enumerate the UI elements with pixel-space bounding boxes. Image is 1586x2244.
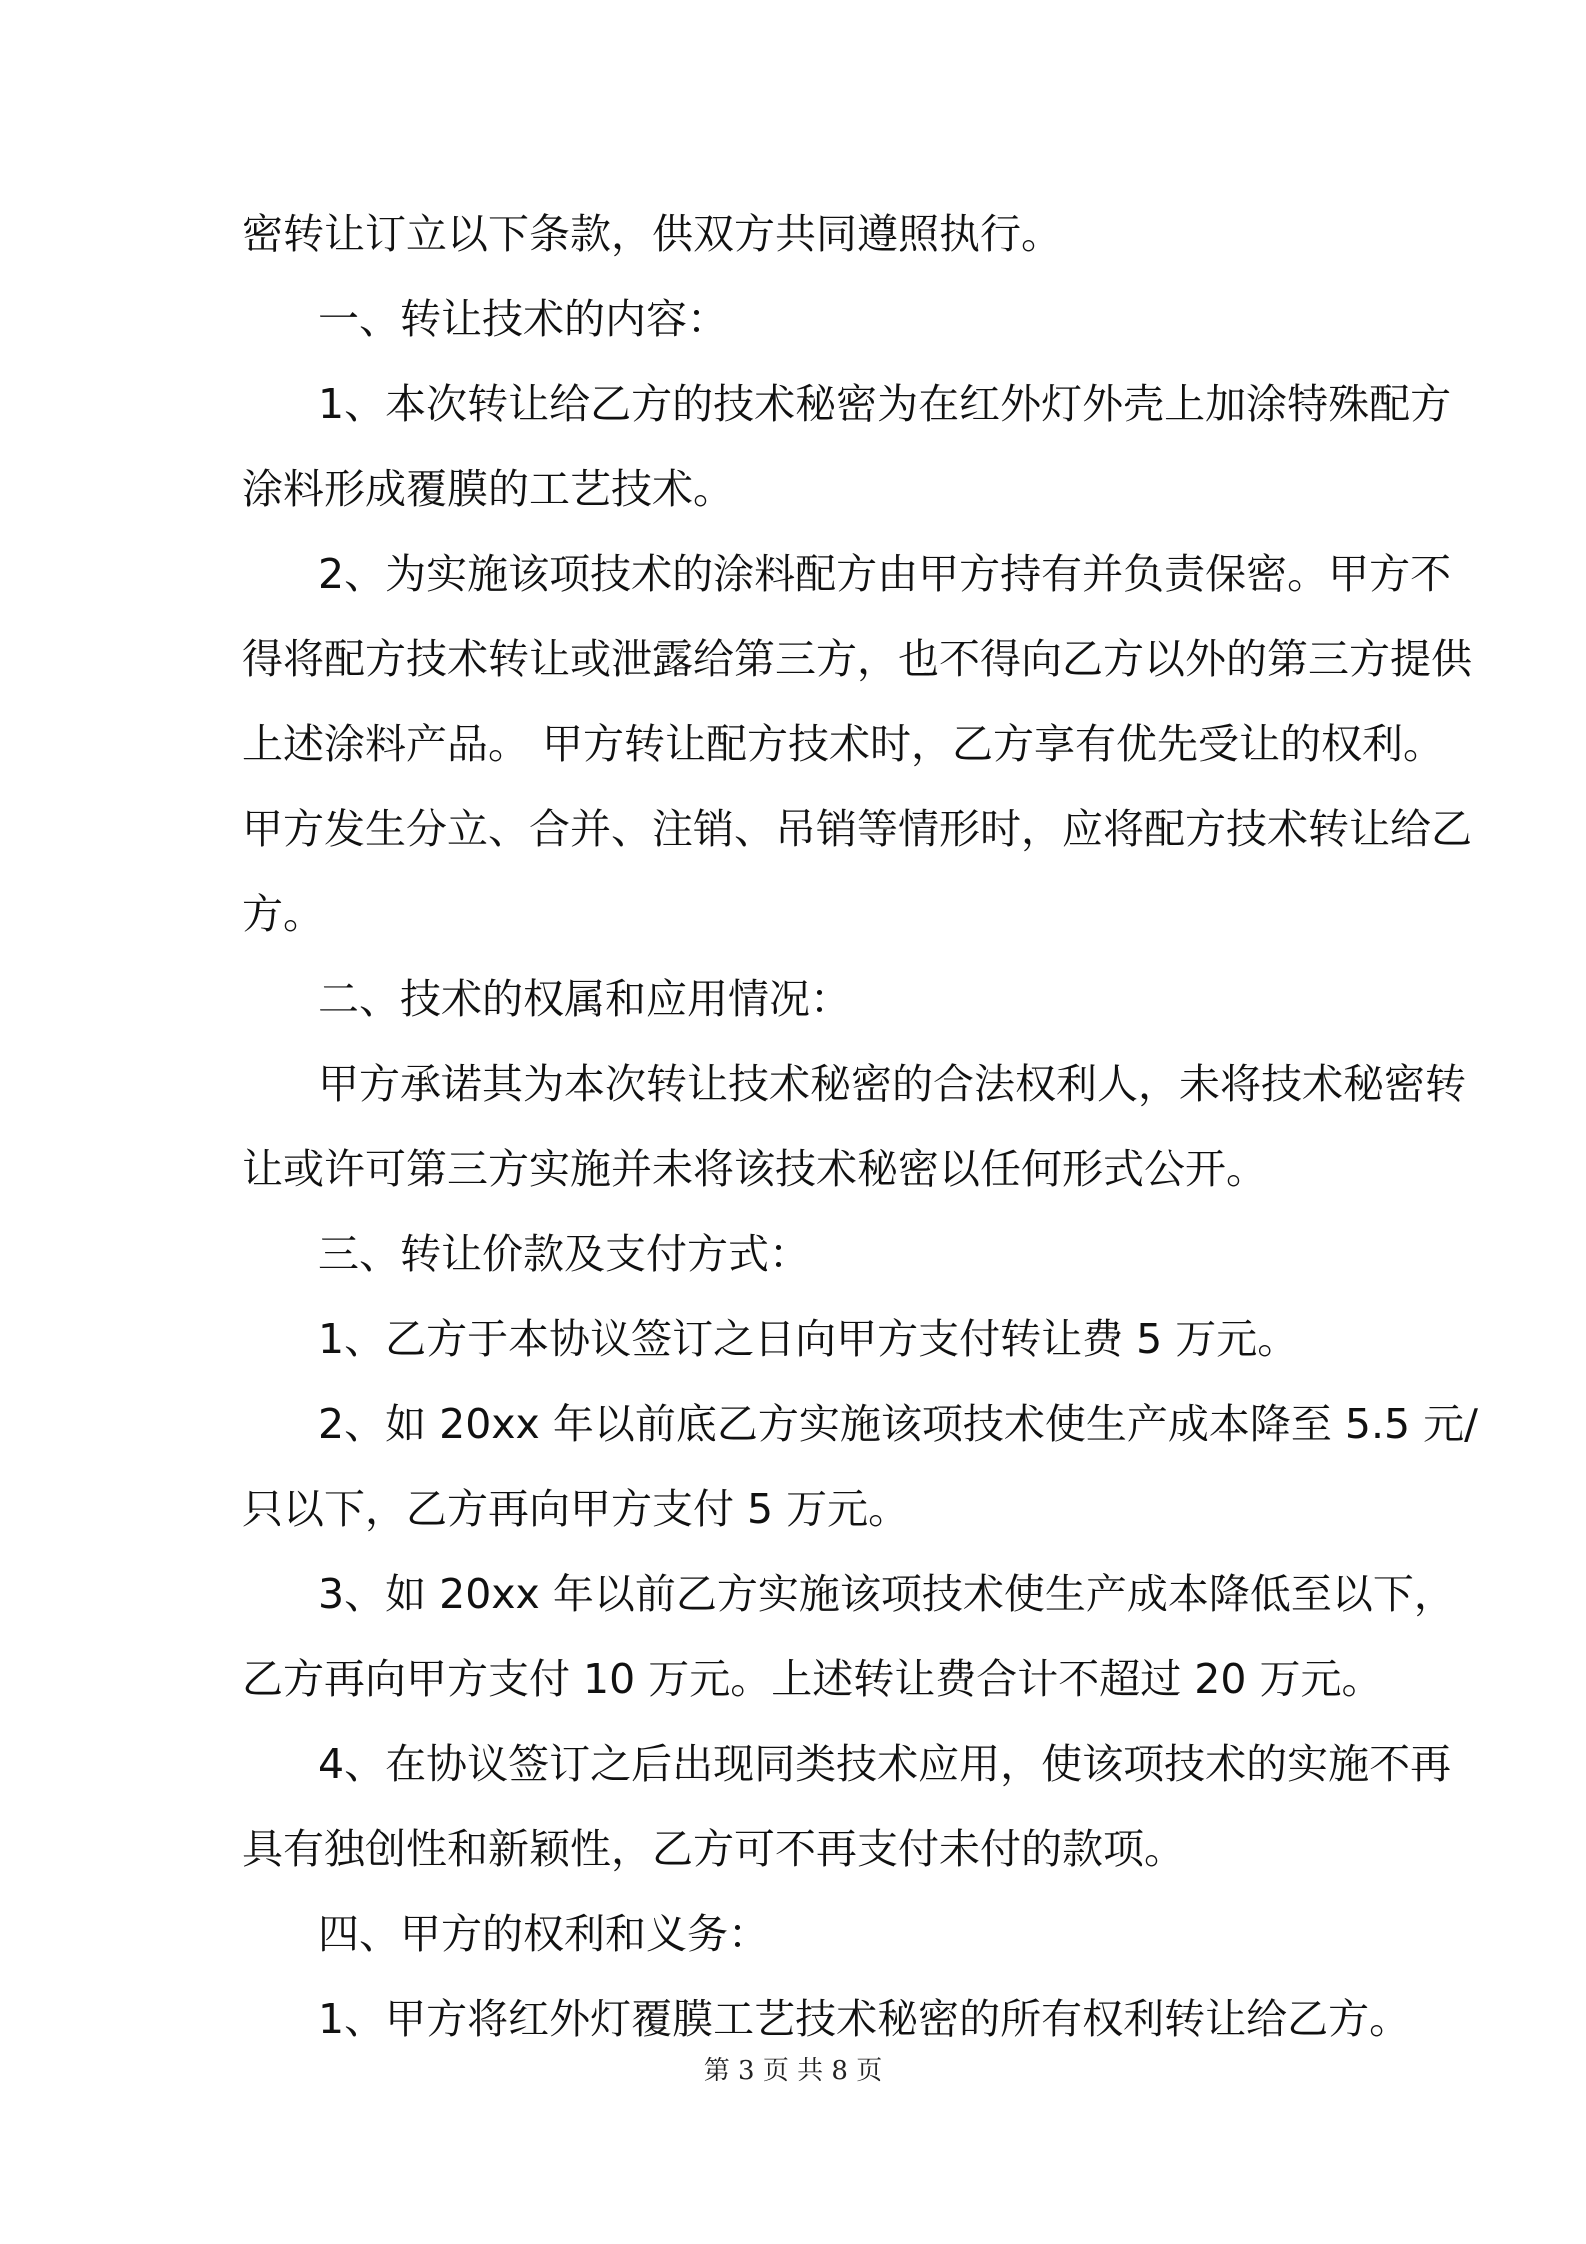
text-line: 得将配方技术转让或泄露给第三方，也不得向乙方以外的第三方提供 bbox=[242, 635, 1472, 683]
text-line: 一、转让技术的内容： bbox=[318, 295, 728, 343]
text-line: 涂料形成覆膜的工艺技术。 bbox=[242, 465, 734, 513]
text-line: 乙方再向甲方支付 10 万元。上述转让费合计不超过 20 万元。 bbox=[242, 1655, 1383, 1703]
text-line: 只以下，乙方再向甲方支付 5 万元。 bbox=[242, 1485, 910, 1533]
text-line: 4、在协议签订之后出现同类技术应用，使该项技术的实施不再 bbox=[318, 1740, 1452, 1788]
text-line: 1、乙方于本协议签订之日向甲方支付转让费 5 万元。 bbox=[318, 1315, 1299, 1363]
text-line: 四、甲方的权利和义务： bbox=[318, 1910, 769, 1958]
page-number-footer: 第 3 页 共 8 页 bbox=[703, 2056, 883, 2086]
text-line: 2、如 20xx 年以前底乙方实施该项技术使生产成本降至 5.5 元/ bbox=[318, 1400, 1478, 1448]
text-line: 密转让订立以下条款，供双方共同遵照执行。 bbox=[242, 210, 1062, 258]
text-line: 二、技术的权属和应用情况： bbox=[318, 975, 851, 1023]
text-line: 1、本次转让给乙方的技术秘密为在红外灯外壳上加涂特殊配方 bbox=[318, 380, 1452, 428]
text-line: 上述涂料产品。 甲方转让配方技术时，乙方享有优先受让的权利。 bbox=[242, 720, 1445, 768]
text-line: 三、转让价款及支付方式： bbox=[318, 1230, 810, 1278]
text-line: 3、如 20xx 年以前乙方实施该项技术使生产成本降低至以下， bbox=[318, 1570, 1455, 1618]
text-line: 1、甲方将红外灯覆膜工艺技术秘密的所有权利转让给乙方。 bbox=[318, 1995, 1411, 2043]
text-line: 让或许可第三方实施并未将该技术秘密以任何形式公开。 bbox=[242, 1145, 1267, 1193]
text-line: 甲方承诺其为本次转让技术秘密的合法权利人，未将技术秘密转 bbox=[318, 1060, 1466, 1108]
text-line: 具有独创性和新颖性，乙方可不再支付未付的款项。 bbox=[242, 1825, 1185, 1873]
text-line: 方。 bbox=[242, 890, 324, 938]
document-body bbox=[242, 192, 1478, 2062]
text-line: 甲方发生分立、合并、注销、吊销等情形时，应将配方技术转让给乙 bbox=[242, 805, 1472, 853]
text-line: 2、为实施该项技术的涂料配方由甲方持有并负责保密。甲方不 bbox=[318, 550, 1452, 598]
